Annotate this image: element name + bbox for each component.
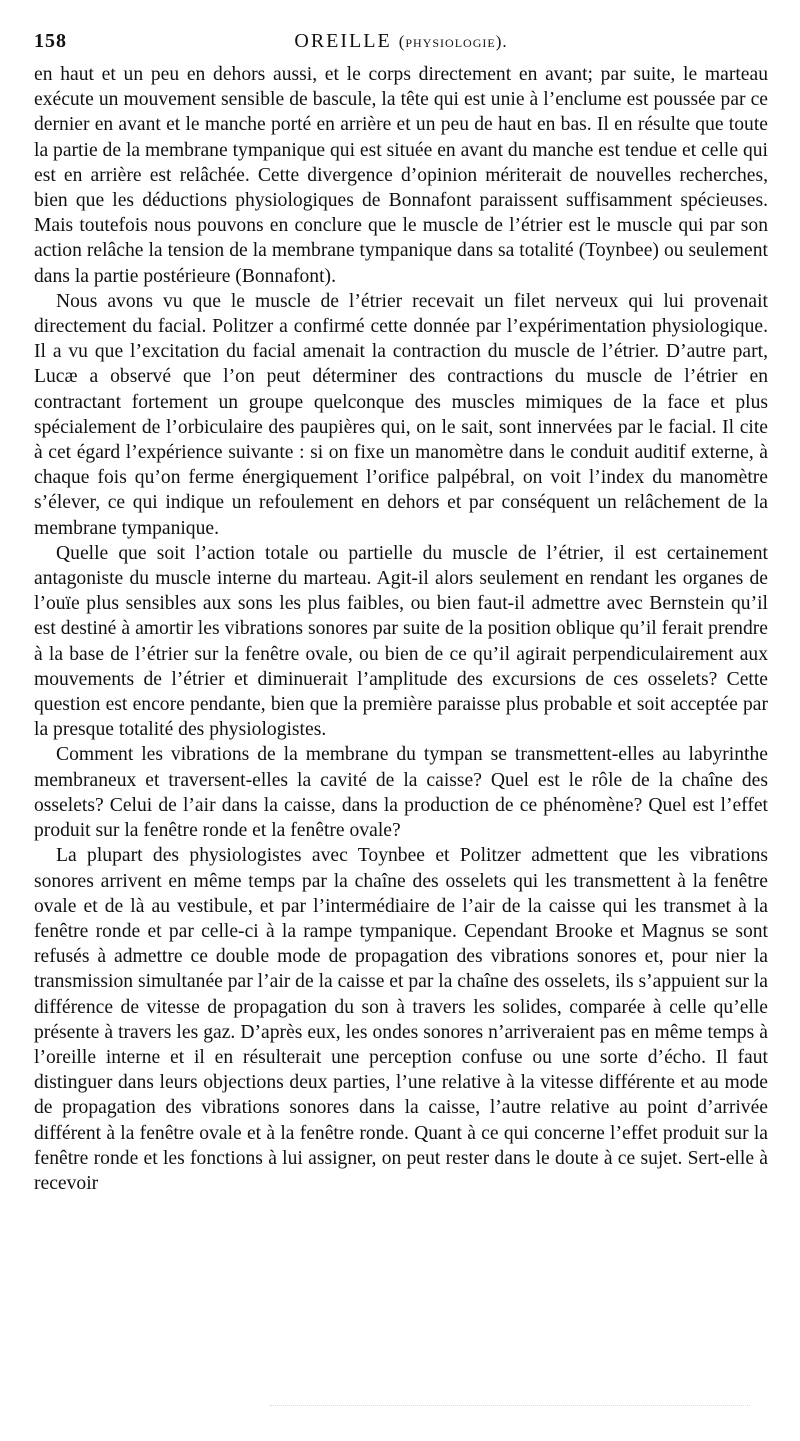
running-title-sub: (physiologie). (398, 32, 508, 51)
running-title-main: OREILLE (294, 30, 392, 52)
paragraph: La plupart des physiologistes avec Toynbee et Politzer admettent que les vibrations sonores arrivent en même temps par la chaîne des osselets qui les transmettent à la fenêtre ovale et de là au vestibule, et par l’intermédiaire de l’air de la caisse qui les transmet à la fenêtre ronde et par celle-ci à la rampe tympanique. Cependant Brooke et Magnus se sont refusés à admettre ce double mode de propagation des vibrations sonores et, pour nier la transmission simultanée par l’air de la caisse et par la chaîne des osselets, ils s’appuient sur la différence de vitesse de propagation du son à travers les solides, comparée à celle qu’elle présente à travers les gaz. D’après eux, les ondes sonores n’arriveraient pas en même temps à l’oreille interne et il en résulterait une perception confuse ou une sorte d’écho. Il faut distinguer dans leurs objections deux parties, l’une relative à la vitesse différente et au mode de propagation des vibrations sonores dans la caisse, l’autre relative au point d’arrivée différent à la fenêtre ovale et à la fenêtre ronde. Quant à ce qui concerne l’effet produit sur la fenêtre ronde et les fonctions à lui assigner, on peut rester dans le doute à ce sujet. Sert-elle à recevoir (34, 845, 769, 1194)
bleed-through-trace (270, 1405, 750, 1408)
running-title (34, 30, 768, 53)
paragraph: Quelle que soit l’action totale ou partielle du muscle de l’étrier, il est certainement antagoniste du muscle interne du marteau. Agit-il alors seulement en rendant les organes de l’ouïe plus sensibles aux sons les plus faibles, ou bien faut-il admettre avec Bernstein qu’il est destiné à amortir les vibrations sonores par suite de la position oblique qu’il ferait prendre à la base de l’étrier sur la fenêtre ovale, ou bien de ce qu’il agirait perpendiculairement aux mouvements de l’étrier et diminuerait l’amplitude des excursions de ces osselets? Cette question est encore pendante, bien que la première paraisse plus probable et soit acceptée par la presque totalité des physiologistes. (34, 542, 768, 741)
book-page (34, 22, 768, 1196)
paragraph: Comment les vibrations de la membrane du tympan se transmettent-elles au labyrinthe membraneux et traversent-elles la cavité de la caisse? Quel est le rôle de la chaîne des osselets? Celui de l’air dans la caisse, dans la production de ce phénomène? Quel est l’effet produit sur la fenêtre ronde et la fenêtre ovale? (34, 744, 768, 842)
paragraph-continuation: en haut et un peu en dehors aussi, et le corps directement en avant; par suite, le marteau exécute un mouvement sensible de bascule, la tête qui est unie à l’enclume est poussée par ce dernier en avant et le manche porté en arrière et un peu de haut en bas. Il en résulte que toute la partie de la membrane tympanique qui est située en avant du manche est tendue et celle qui est en arrière est relâchée. Cette divergence d’opinion mériterait de nouvelles recherches, bien que les déductions physiologiques de Bonnafont paraissent suffisamment spécieuses. Mais toutefois nous pouvons en conclure que le muscle de l’étrier est le muscle qui par son action relâche la tension de la membrane tympanique dans sa totalité (Toynbee) ou seulement dans la partie postérieure (Bonnafont). (34, 64, 768, 287)
paragraph: Nous avons vu que le muscle de l’étrier recevait un filet nerveux qui lui provenait directement du facial. Politzer a confirmé cette donnée par l’expérimentation physiologique. Il a vu que l’excitation du facial amenait la contraction du muscle de l’étrier. D’autre part, Lucæ a observé que l’on peut déterminer des contractions du muscle de l’étrier en contractant fortement un groupe quelconque des muscles mimiques de la face et plus spécialement de l’orbiculaire des paupières qui, on le sait, sont innervées par le facial. Il cite à cet égard l’expérience suivante : si on fixe un manomètre dans le conduit auditif externe, à chaque fois qu’on ferme énergiquement l’orifice palpébral, on voit l’index du manomètre s’élever, ce qui indique un refoulement en dehors et par conséquent un relâchement de la membrane tympanique. (34, 290, 768, 539)
page-number: 158 (34, 30, 67, 52)
body-text (34, 62, 768, 1196)
page-header (34, 22, 768, 58)
